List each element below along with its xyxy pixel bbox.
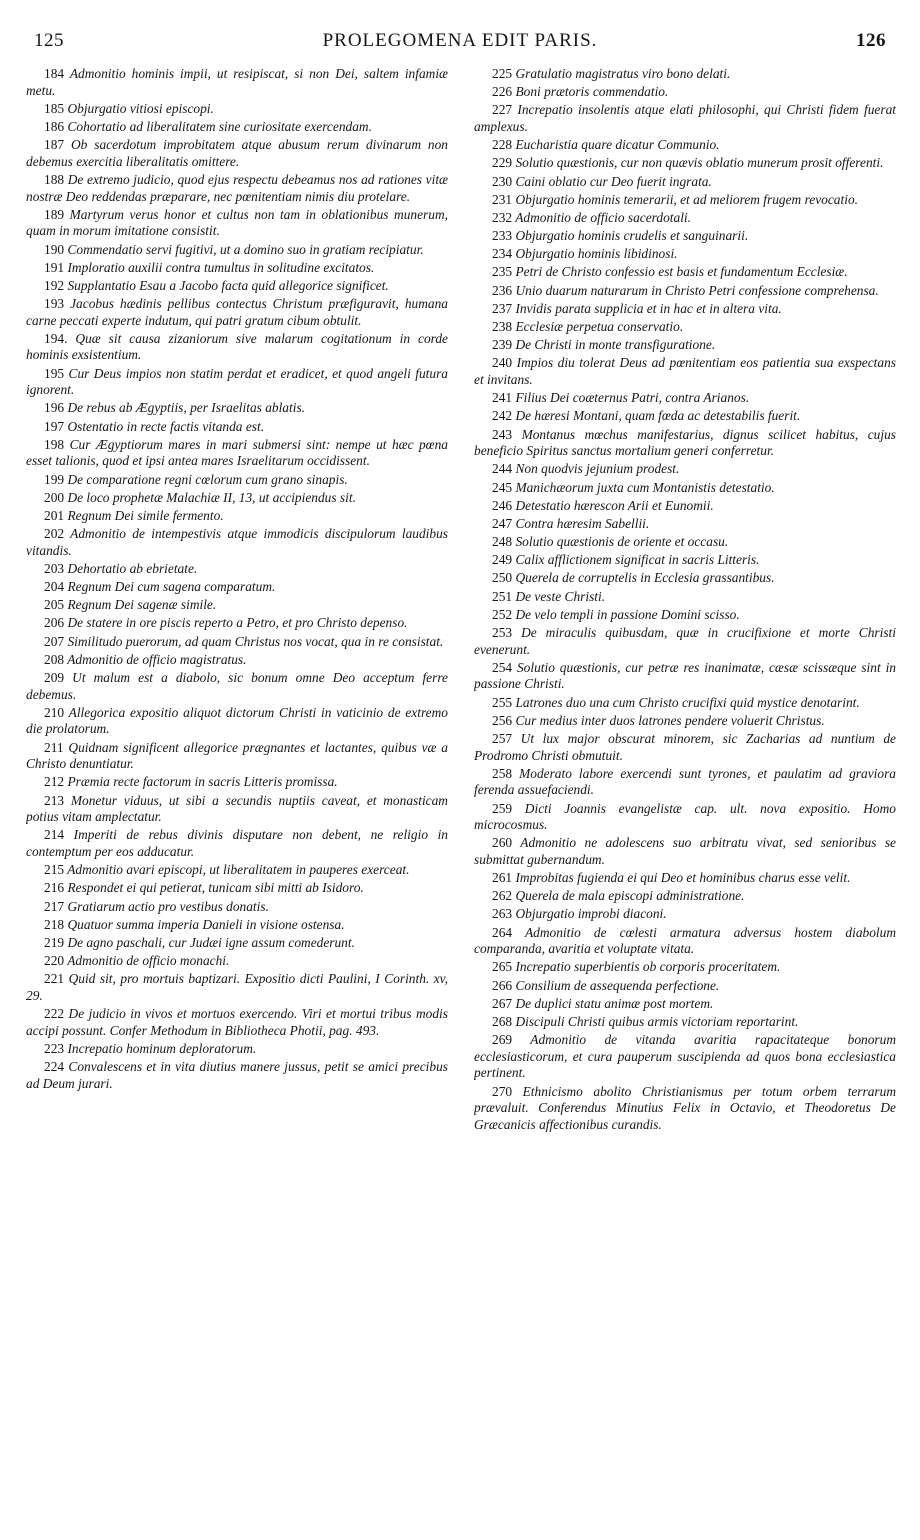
entry-text: De agno paschali, cur Judæi igne assum comederunt. [67, 934, 355, 950]
entry-text: Admonitio de cœlesti armatura adversus hostem diabolum comparanda, avaritia et voluptate vitata. [474, 924, 896, 957]
entry-text: Imploratio auxilii contra tumultus in solitudine excitatos. [67, 259, 375, 275]
entry-text: Improbitas fugienda ei qui Deo et hominibus charus esse velit. [515, 870, 851, 886]
entry-text: Latrones duo una cum Christo crucifixi quid mystice denotarint. [515, 694, 860, 710]
index-entry [474, 731, 896, 764]
entry-text: Ut malum est a diabolo, sic bonum omne Deo acceptum ferre debemus. [26, 670, 448, 702]
index-entry [26, 774, 448, 791]
index-entry [474, 355, 896, 388]
entry-text: Quæ sit causa zizaniorum sive malarum cogitationum in corde hominis exsistentium. [26, 330, 448, 363]
entry-text: Caini oblatio cur Deo fuerit ingrata. [515, 173, 712, 189]
entry-text: Dicti Joannis evangelistæ cap. ult. nova expositio. Homo microcosmus. [474, 800, 896, 833]
entry-text: Admonitio de officio monachi. [67, 953, 230, 969]
entry-number: 217 [44, 898, 65, 914]
entry-text: Quid sit, pro mortuis baptizari. Expositio dicti Paulini, I Corinth. xv, 29. [26, 971, 448, 1003]
entry-number: 190 [44, 241, 65, 257]
entry-number: 196 [44, 400, 65, 416]
index-entry [474, 155, 896, 172]
entry-number: 192 [44, 277, 65, 293]
index-entry [26, 400, 448, 417]
entry-number: 237 [492, 300, 513, 316]
index-entry [26, 615, 448, 632]
index-entry [26, 119, 448, 136]
entry-text: Querela de corruptelis in Ecclesia grassantibus. [515, 570, 775, 586]
entry-number: 226 [492, 84, 513, 100]
page-number-right: 126 [856, 30, 886, 51]
entry-text: Commendatio servi fugitivi, ut a domino suo in gratiam recipiatur. [67, 241, 424, 257]
index-entry [26, 917, 448, 934]
entry-text: Non quodvis jejunium prodest. [515, 461, 680, 477]
index-entry [26, 740, 448, 773]
index-entry [474, 246, 896, 263]
index-entry [474, 1084, 896, 1134]
index-entry [26, 899, 448, 916]
entry-text: Imperiti de rebus divinis disputare non debent, ne religio in contemptum per eos adducatur. [26, 827, 448, 859]
index-entry [474, 102, 896, 135]
entry-number: 241 [492, 390, 513, 406]
entry-number: 191 [44, 259, 65, 275]
index-entry [26, 1059, 448, 1092]
entry-text: Convalescens et in vita diutius manere jussus, petit se amici precibus ad Deum jurari. [26, 1059, 448, 1091]
index-entry [474, 390, 896, 407]
entry-text: Allegorica expositio aliquot dictorum Christi in vaticinio de extremo die prolatorum. [26, 704, 448, 737]
entry-text: De rebus ab Ægyptiis, per Israelitas ablatis. [67, 400, 306, 416]
entry-text: Ecclesiæ perpetua conservatio. [515, 319, 684, 335]
index-entry [474, 408, 896, 425]
entry-number: 201 [44, 507, 65, 523]
entry-number: 229 [492, 155, 513, 171]
entry-text: Unio duarum naturarum in Christo Petri confessione comprehensa. [515, 282, 879, 298]
entry-number: 255 [492, 694, 513, 710]
page-header [34, 30, 886, 56]
entry-number: 243 [492, 426, 513, 442]
index-entry [26, 971, 448, 1004]
index-entry [474, 925, 896, 958]
entry-number: 218 [44, 916, 65, 932]
entry-number: 264 [492, 924, 513, 940]
entry-text: Dehortatio ab ebrietate. [67, 560, 198, 576]
index-entry [26, 137, 448, 170]
index-entry [474, 959, 896, 976]
index-entry [474, 228, 896, 245]
entry-text: De Christi in monte transfiguratione. [515, 337, 716, 353]
index-entry [26, 561, 448, 578]
entry-text: Objurgatio hominis temerarii, et ad meliorem frugem revocatio. [515, 191, 858, 207]
index-entry [26, 827, 448, 860]
entry-number: 230 [492, 173, 513, 189]
entry-number: 197 [44, 418, 65, 434]
entry-text: Gratiarum actio pro vestibus donatis. [67, 898, 269, 914]
entry-text: De miraculis quibusdam, quæ in crucifixione et morte Christi evenerunt. [474, 625, 896, 657]
entry-number: 242 [492, 408, 513, 424]
index-entry [26, 579, 448, 596]
entry-text: Admonitio hominis impii, ut resipiscat, si non Dei, saltem infamiæ metu. [26, 66, 448, 98]
index-entry [26, 419, 448, 436]
entry-number: 195 [44, 365, 65, 381]
entry-text: Supplantatio Esau a Jacobo facta quid allegorice significet. [67, 277, 389, 293]
entry-number: 200 [44, 489, 65, 505]
index-entry [474, 301, 896, 318]
entry-text: Jacobus hædinis pellibus contectus Christum præfiguravit, humana carne peccati experte indutum, qui patri gratum cibum obtulit. [26, 296, 448, 328]
entry-text: Admonitio ne adolescens suo arbitratu vivat, sed senioribus se submittat gubernandum. [474, 835, 896, 867]
index-entry [474, 1014, 896, 1031]
entry-number: 248 [492, 534, 513, 550]
index-entry [26, 490, 448, 507]
entry-number: 253 [492, 625, 513, 641]
entry-text: Admonitio de officio magistratus. [67, 651, 247, 667]
entry-text: Præmia recte factorum in sacris Litteris promissa. [67, 774, 338, 790]
entry-number: 256 [492, 712, 513, 728]
entry-number: 251 [492, 588, 513, 604]
entry-text: De extremo judicio, quod ejus respectu debeamus nos ad rationes vitæ nostræ Deo reddendas præparare, nec pœnitentiam nimis diu protelare. [26, 171, 448, 204]
entry-text: Admonitio avari episcopi, ut liberalitatem in pauperes exerceat. [67, 862, 410, 878]
entry-text: Detestatio hærescon Arii et Eunomii. [515, 497, 714, 513]
index-entry [474, 534, 896, 551]
left-column [26, 66, 448, 1526]
right-column [474, 66, 896, 1526]
entry-number: 247 [492, 515, 513, 531]
entry-number: 193 [44, 296, 65, 312]
entry-text: De statere in ore piscis reperto a Petro, et pro Christo depenso. [67, 615, 408, 631]
index-entry [474, 766, 896, 799]
entry-number: 250 [492, 570, 513, 586]
index-entry [26, 634, 448, 651]
index-entry [26, 597, 448, 614]
entry-number: 198 [44, 436, 65, 452]
entry-number: 259 [492, 800, 513, 816]
entry-number: 208 [44, 651, 65, 667]
entry-text: Ethnicismo abolito Christianismus per totum orbem terrarum prævaluit. Conferendus Minutius Felix in Octavio, et Theodoretus De Græcanicis affectionibus curandis. [474, 1083, 896, 1132]
entry-number: 252 [492, 606, 513, 622]
index-entry [26, 705, 448, 738]
entry-number: 233 [492, 228, 513, 244]
entry-text: Petri de Christo confessio est basis et fundamentum Ecclesiæ. [515, 264, 848, 280]
index-entry [474, 978, 896, 995]
index-entry [474, 996, 896, 1013]
index-entry [26, 862, 448, 879]
entry-number: 225 [492, 66, 513, 81]
entry-text: De veste Christi. [515, 588, 606, 604]
entry-text: Solutio quæstionis, cur petræ res inanimatæ, cæsæ scissæque sint in passione Christi. [474, 659, 896, 692]
entry-text: De hæresi Montani, quam fœda ac detestabilis fuerit. [515, 408, 801, 424]
entry-text: Admonitio de vitanda avaritia rapacitateque bonorum ecclesiasticorum, et cura pauperum suscipienda ad quos bona ecclesiastica pertinent. [474, 1032, 896, 1081]
entry-number: 219 [44, 934, 65, 950]
entry-number: 245 [492, 479, 513, 495]
index-entry [26, 935, 448, 952]
entry-text: Quidnam significent allegorice prægnantes et lactantes, quibus væ a Christo denuntiatur. [26, 739, 448, 772]
entry-number: 238 [492, 319, 513, 335]
entry-text: Querela de mala episcopi administratione. [515, 888, 745, 904]
entry-number: 189 [44, 206, 65, 222]
entry-text: Gratulatio magistratus viro bono delati. [515, 66, 731, 81]
entry-text: Respondet ei qui petierat, tunicam sibi mitti ab Isidoro. [67, 880, 364, 896]
entry-text: Montanus mœchus manifestarius, dignus scilicet habitus, cujus beneficio Spiritus sanctus mortalium generi conferretur. [474, 426, 896, 459]
entry-text: Increpatio insolentis atque elati philosophi, qui Christi fidem fuerat amplexus. [474, 102, 896, 134]
entry-text: Regnum Dei simile fermento. [67, 507, 224, 523]
index-entry [474, 461, 896, 478]
index-entry [474, 570, 896, 587]
entry-number: 254 [492, 659, 513, 675]
index-entry [474, 906, 896, 923]
entry-number: 223 [44, 1040, 65, 1056]
entry-text: Discipuli Christi quibus armis victoriam reportarint. [515, 1014, 799, 1029]
entry-number: 221 [44, 971, 65, 987]
entry-text: Boni prætoris commendatio. [515, 84, 669, 100]
entry-number: 212 [44, 774, 65, 790]
entry-number: 235 [492, 264, 513, 280]
entry-text: Cur Deus impios non statim perdat et eradicet, et quod angeli futura ignorent. [26, 365, 448, 398]
entry-number: 260 [492, 835, 513, 851]
index-entry [474, 552, 896, 569]
entry-text: Monetur viduus, ut sibi a secundis nuptiis caveat, et monasticam potius vitam amplectatur. [26, 792, 448, 825]
entry-text: Regnum Dei sagenæ simile. [67, 597, 217, 613]
index-entry [474, 264, 896, 281]
entry-text: Solutio quæstionis, cur non quævis oblatio munerum prosit offerenti. [515, 155, 884, 171]
entry-text: Objurgatio hominis libidinosi. [515, 246, 678, 262]
entry-text: Consilium de assequenda perfectione. [515, 977, 720, 993]
entry-number: 228 [492, 137, 513, 153]
entry-number: 186 [44, 118, 65, 134]
index-entry [474, 319, 896, 336]
index-entry [26, 278, 448, 295]
index-entry [26, 296, 448, 329]
entry-number: 207 [44, 633, 65, 649]
entry-number: 214 [44, 827, 65, 843]
entry-text: Cur Ægyptiorum mares in mari submersi sint: nempe ut hæc pœna esset talionis, quod et ipsi antea mares Israelitarum occidissent. [26, 436, 448, 469]
entry-text: De velo templi in passione Domini scisso. [515, 606, 740, 622]
entry-number: 194. [44, 330, 68, 346]
entry-text: Objurgatio hominis crudelis et sanguinarii. [515, 228, 749, 244]
index-entry [474, 137, 896, 154]
index-entry [26, 472, 448, 489]
entry-number: 263 [492, 906, 513, 922]
index-entry [26, 1006, 448, 1039]
index-entry [26, 172, 448, 205]
index-entry [26, 652, 448, 669]
entry-number: 205 [44, 597, 65, 613]
entry-text: Increpatio hominum deploratorum. [67, 1040, 257, 1056]
entry-number: 185 [44, 100, 65, 116]
index-entry [474, 607, 896, 624]
index-entry [26, 331, 448, 364]
entry-text: Cur medius inter duos latrones pendere voluerit Christus. [515, 712, 825, 728]
entry-number: 270 [492, 1083, 513, 1099]
entry-text: Impios diu tolerat Deus ad pœnitentiam eos patientia sua exspectans et invitans. [474, 355, 896, 387]
entry-number: 258 [492, 765, 513, 781]
entry-number: 204 [44, 579, 65, 595]
index-entry [26, 508, 448, 525]
index-entry [26, 526, 448, 559]
index-entry [474, 283, 896, 300]
entry-text: Ostentatio in recte factis vitanda est. [67, 418, 265, 434]
index-entry [26, 260, 448, 277]
entry-number: 206 [44, 615, 65, 631]
entry-text: Calix afflictionem significat in sacris Litteris. [515, 552, 760, 568]
entry-number: 240 [492, 355, 513, 371]
index-entry [474, 625, 896, 658]
entry-text: Ut lux major obscurat minorem, sic Zacharias ad nuntium de Prodromo Christi obmutuit. [474, 730, 896, 763]
running-title: PROLEGOMENA EDIT PARIS. [322, 30, 598, 51]
entry-text: Invidis parata supplicia et in hac et in altera vita. [515, 300, 782, 316]
entry-number: 187 [44, 137, 65, 153]
page-number-left: 125 [34, 30, 64, 51]
entry-number: 266 [492, 977, 513, 993]
entry-text: Manichæorum juxta cum Montanistis detestatio. [515, 479, 775, 495]
entry-number: 215 [44, 862, 65, 878]
entry-number: 203 [44, 560, 65, 576]
entry-text: De judicio in vivos et mortuos exercendo. Viri et mortui tribus modis accipi possunt. Confer Methodum in Bibliotheca Photii, pag. 493. [26, 1006, 448, 1038]
index-entry [474, 480, 896, 497]
entry-number: 213 [44, 792, 65, 808]
index-entry [474, 888, 896, 905]
entry-number: 224 [44, 1059, 65, 1074]
entry-text: Quatuor summa imperia Danieli in visione ostensa. [67, 916, 345, 932]
entry-text: Solutio quæstionis de oriente et occasu. [515, 534, 729, 550]
entry-number: 257 [492, 730, 513, 746]
entry-text: Admonitio de officio sacerdotali. [515, 209, 691, 225]
index-entry [26, 1041, 448, 1058]
entry-number: 249 [492, 552, 513, 568]
entry-text: Objurgatio vitiosi episcopi. [67, 100, 214, 116]
index-entry [26, 101, 448, 118]
entry-number: 227 [492, 102, 513, 118]
entry-text: Increpatio superbientis ob corporis proceritatem. [515, 959, 781, 975]
index-entry [474, 516, 896, 533]
entry-text: Martyrum verus honor et cultus non tam in oblationibus munerum, quam in morum imitatione consistit. [26, 206, 448, 239]
entry-number: 209 [44, 670, 65, 686]
index-entry [474, 427, 896, 460]
entry-text: Ob sacerdotum improbitatem atque abusum rerum divinarum non debemus exercitia liberalitatis omittere. [26, 137, 448, 169]
entry-number: 244 [492, 461, 513, 477]
entry-text: Admonitio de intempestivis atque immodicis discipulorum laudibus vitandis. [26, 526, 448, 558]
entry-number: 188 [44, 171, 65, 187]
entry-number: 211 [44, 739, 64, 755]
entry-text: De comparatione regni cœlorum cum grano sinapis. [67, 471, 348, 487]
index-entry [26, 66, 448, 99]
index-entry [474, 1032, 896, 1082]
entry-text: De duplici statu animæ post mortem. [515, 995, 714, 1011]
index-entry [474, 695, 896, 712]
entry-number: 199 [44, 471, 65, 487]
index-entry [474, 801, 896, 834]
entry-number: 269 [492, 1032, 513, 1048]
index-entry [474, 835, 896, 868]
entry-text: Cohortatio ad liberalitatem sine curiositate exercendam. [67, 118, 372, 134]
index-entry [26, 437, 448, 470]
index-entry [26, 793, 448, 826]
index-entry [26, 880, 448, 897]
index-entry [474, 192, 896, 209]
entry-number: 265 [492, 959, 513, 975]
entry-number: 184 [44, 66, 65, 81]
index-entry [26, 953, 448, 970]
entry-number: 246 [492, 497, 513, 513]
entry-text: Similitudo puerorum, ad quam Christus nos vocat, qua in re consistat. [67, 633, 444, 649]
entry-number: 262 [492, 888, 513, 904]
index-entry [474, 713, 896, 730]
entry-text: Contra hæresim Sabellii. [515, 515, 650, 531]
entry-text: Filius Dei coæternus Patri, contra Arianos. [515, 390, 750, 406]
entry-number: 210 [44, 704, 65, 720]
index-entry [474, 870, 896, 887]
entry-number: 261 [492, 870, 513, 886]
index-entry [26, 366, 448, 399]
entry-number: 267 [492, 995, 513, 1011]
index-entry [26, 207, 448, 240]
entry-number: 202 [44, 526, 65, 542]
entry-text: De loco prophetæ Malachiæ II, 13, ut accipiendus sit. [67, 489, 356, 505]
entry-text: Moderato labore exercendi sunt tyrones, et paulatim ad graviora ferenda assuefaciendi. [474, 765, 896, 798]
entry-number: 234 [492, 246, 513, 262]
entry-text: Eucharistia quare dicatur Communio. [515, 137, 720, 153]
entry-number: 216 [44, 880, 65, 896]
entry-number: 239 [492, 337, 513, 353]
index-entry [26, 242, 448, 259]
index-entry [474, 210, 896, 227]
index-entry [474, 589, 896, 606]
entry-number: 222 [44, 1006, 65, 1022]
index-entry [474, 660, 896, 693]
index-entry [474, 498, 896, 515]
index-entry [26, 670, 448, 703]
entry-text: Regnum Dei cum sagena comparatum. [67, 579, 276, 595]
index-entry [474, 84, 896, 101]
entry-number: 232 [492, 209, 513, 225]
entry-number: 220 [44, 953, 65, 969]
entry-number: 268 [492, 1014, 513, 1029]
entry-number: 236 [492, 282, 513, 298]
index-entry [474, 174, 896, 191]
index-entry [474, 66, 896, 83]
entry-number: 231 [492, 191, 513, 207]
index-entry [474, 337, 896, 354]
entry-text: Objurgatio improbi diaconi. [515, 906, 667, 922]
